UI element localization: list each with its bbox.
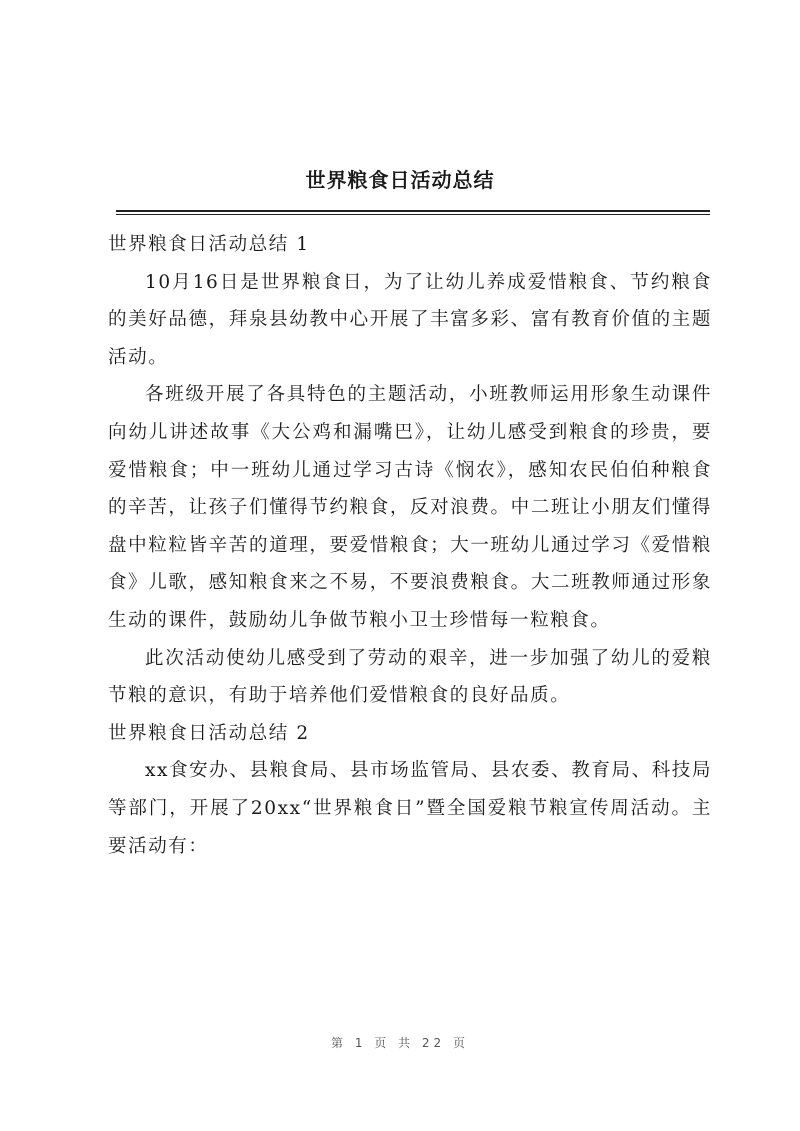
document-body [108, 226, 712, 865]
paragraph-1-2: 各班级开展了各具特色的主题活动，小班教师运用形象生动课件向幼儿讲述故事《大公鸡和漏嘴巴》，让幼儿感受到粮食的珍贵，要爱惜粮食；中一班幼儿通过学习古诗《悯农》，感知农民伯伯种粮食的辛苦，让孩子们懂得节约粮食，反对浪费。中二班让小朋友们懂得盘中粒粒皆辛苦的道理，要爱惜粮食；大一班幼儿通过学习《爱惜粮食》儿歌，感知粮食来之不易，不要浪费粮食。大二班教师通过形象生动的课件，鼓励幼儿争做节粮小卫士珍惜每一粒粮食。 [108, 384, 712, 631]
paragraph-1-3: 此次活动使幼儿感受到了劳动的艰辛，进一步加强了幼儿的爱粮节粮的意识，有助于培养他们爱惜粮食的良好品质。 [108, 647, 712, 707]
page-number-footer: 第 1 页 共 22 页 [331, 1036, 469, 1050]
section-heading-1: 世界粮食日活动总结 1 [108, 234, 310, 255]
document-title: 世界粮食日活动总结 [305, 168, 495, 192]
title-divider-thick [116, 210, 710, 212]
paragraph-1-1: 10月16日是世界粮食日，为了让幼儿养成爱惜粮食、节约粮食的美好品德，拜泉县幼教中心开展了丰富多彩、富有教育价值的主题活动。 [108, 271, 712, 368]
paragraph-2-1: xx食安办、县粮食局、县市场监管局、县农委、教育局、科技局等部门，开展了20xx“世界粮食日”暨全国爱粮节粮宣传周活动。主要活动有： [108, 760, 712, 857]
title-divider-thin [116, 214, 710, 215]
section-heading-2: 世界粮食日活动总结 2 [108, 722, 310, 744]
